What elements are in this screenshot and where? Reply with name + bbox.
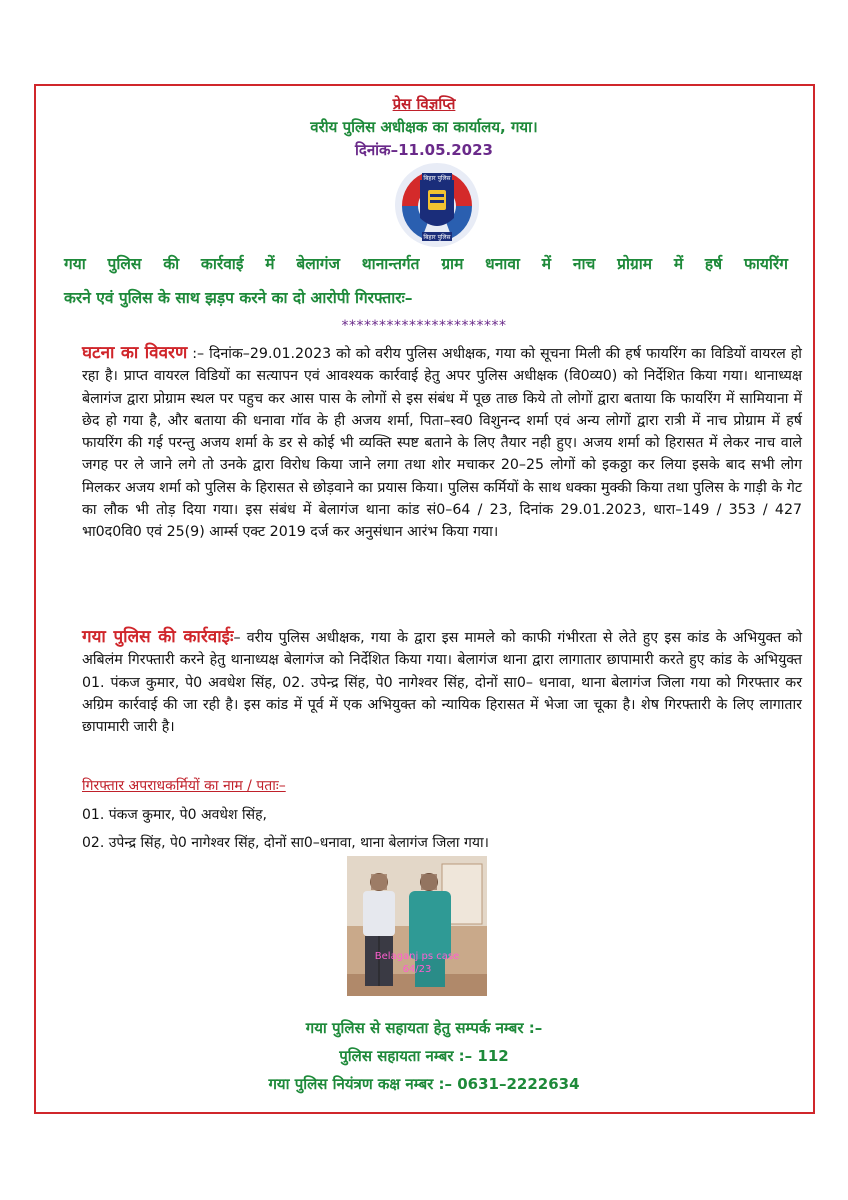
police-help-number: पुलिस सहायता नम्बर :– 112: [339, 1047, 509, 1065]
arrested-item: 01. पंकज कुमार, पे0 अवधेश सिंह,: [82, 807, 267, 823]
headline-line-2: करने एवं पुलिस के साथ झड़प करने का दो आरोपी गिरफ्तारः–: [64, 289, 413, 307]
contact-heading: गया पुलिस से सहायता हेतु सम्पर्क नम्बर :–: [305, 1019, 543, 1037]
control-room-number: गया पुलिस नियंत्रण कक्ष नम्बर :– 0631–2222634: [268, 1075, 580, 1093]
action-text: – वरीय पुलिस अधीक्षक, गया के द्वारा इस मामले को काफी गंभीरता से लेते हुए इस कांड के अभियुक्त को अबिलंम गिरफ्तारी करने हेतु थानाध्यक्ष बेलागंज को निर्देशित किया गया। बेलागंज थाना द्वारा लागातार छापामारी करते हुए कांड के अभियुक्त 01. पंकज कुमार, पे0 अवधेश सिंह, 02. उपेन्द्र सिंह, पे0 नागेश्वर सिंह, दोनों सा0– धनावा, थाना बेलागंज जिला गया को गिरफ्तार कर अग्रिम कार्रवाई की जा रही है। इस कांड में पूर्व में एक अभियुक्त को न्यायिक हिरासत में भेजा जा चूका है। शेष गिरफ्तारी के लिए लागातार छापामारी जारी है।: [82, 630, 802, 736]
press-release-title: प्रेस विज्ञप्ति: [392, 95, 456, 113]
action-paragraph: [82, 626, 802, 738]
arrested-list-title: गिरफ्तार अपराधकर्मियों का नाम / पताः–: [82, 778, 286, 794]
action-label: गया पुलिस की कार्रवाईः: [82, 627, 234, 647]
incident-label: घटना का विवरण: [82, 343, 188, 363]
bihar-police-logo: [392, 160, 482, 250]
photo-caption-line-2: 64/23: [402, 964, 432, 975]
logo-bottom-text: बिहार पुलिस: [423, 234, 451, 241]
release-date: दिनांक–11.05.2023: [355, 141, 493, 159]
incident-text: :– दिनांक–29.01.2023 को को वरीय पुलिस अधीक्षक, गया को सूचना मिली की हर्ष फायरिंग का विडियों वायरल हो रहा है। प्राप्त वायरल विडियों का सत्यापन एवं आवश्यक कार्रवाई हेतु अपर पुलिस अधीक्षक (वि0व्य0) को निर्देशित किया गया। थानाध्यक्ष बेलागंज द्वारा प्रोग्राम स्थल पर पहुच कर आस पास के लोगों से इस संबंध में पूछ ताछ किये तो लोगों द्वारा बताया कि फायरिंग में सामियाना में छेद हो गया है, और बताया की धनावा गॉव के ही अजय शर्मा, पिता–स्व0 विशुनन्द शर्मा एवं अन्य लोगों द्वारा रात्री में नाच प्रोग्राम में हर्ष फायरिंग की गई परन्तु अजय शर्मा के डर से कोई भी व्यक्ति स्पष्ट बताने के लिए तैयार नही हुए। अजय शर्मा को हिरासत में लेकर नाच वाले जगह पर ले जाने लगे तो उनके द्वारा विरोध किया जाने लगा तथा शोर मचाकर 20–25 लोगों को इकठ्ठा कर लिया इसके बाद सभी लोग मिलकर अजय शर्मा को पुलिस के हिरासत से छोड़वाने का प्रयास किया। पुलिस कर्मियों के साथ धक्का मुक्की किया तथा पुलिस के गाड़ी के गेट का लौक भी तोड़ दिया गया। इस संबंध में बेलागंज थाना कांड सं0–64 / 23, दिनांक 29.01.2023, धारा–149 / 353 / 427 भा0द0वि0 एवं 25(9) आर्म्स एक्ट 2019 दर्ज कर अनुसंधान आरंभ किया गया।: [82, 346, 802, 541]
incident-paragraph: [82, 342, 802, 544]
headline-line-1: गया पुलिस की कार्रवाई में बेलागंज थानान्तर्गत ग्राम धनावा में नाच प्रोग्राम में हर्ष फायरिंग: [64, 255, 788, 273]
arrested-item: 02. उपेन्द्र सिंह, पे0 नागेश्वर सिंह, दोनों सा0–धनावा, थाना बेलागंज जिला गया।: [82, 835, 489, 851]
separator-stars: **********************: [341, 318, 507, 334]
photo-caption-line-1: Belaganj ps case: [374, 951, 460, 962]
accused-photo: [347, 856, 487, 996]
office-name: वरीय पुलिस अधीक्षक का कार्यालय, गया।: [310, 118, 538, 136]
logo-top-text: बिहार पुलिस: [423, 175, 451, 182]
